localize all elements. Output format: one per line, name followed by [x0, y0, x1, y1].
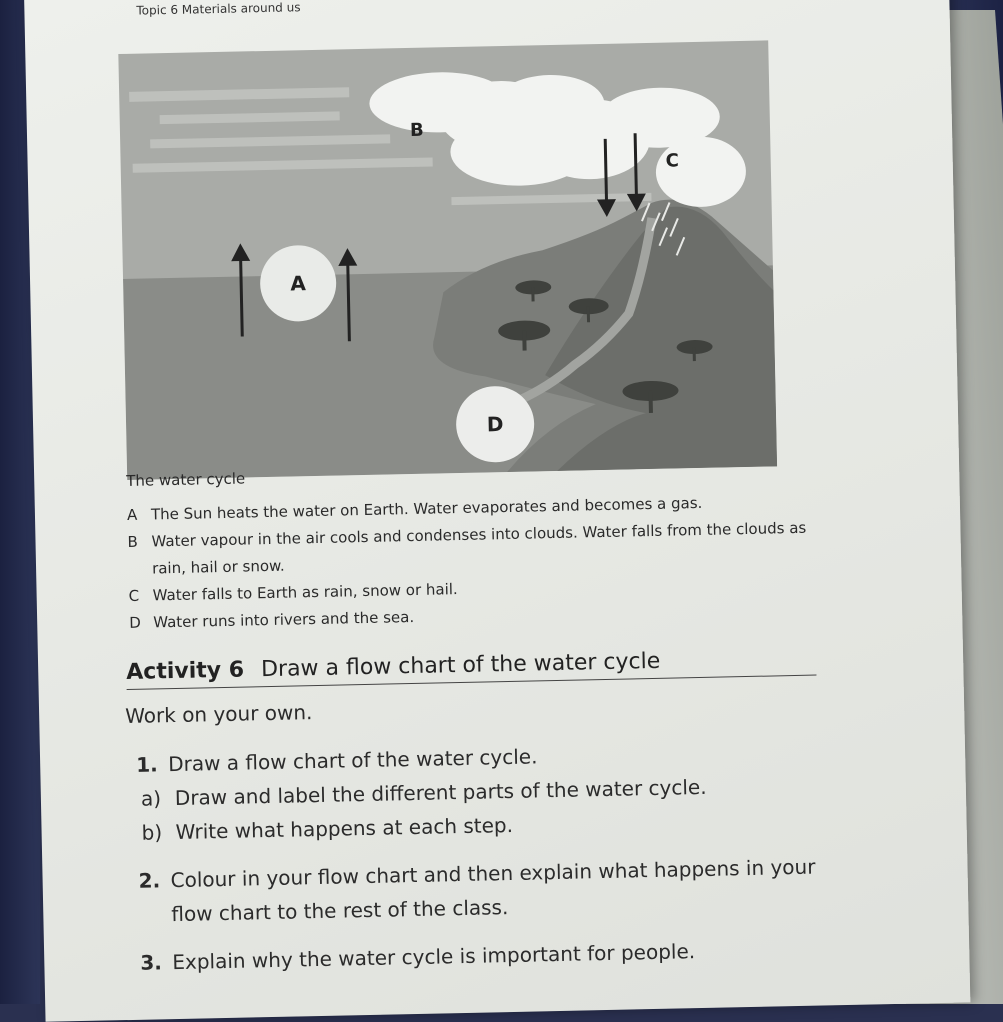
instruction-number: 2.	[138, 868, 161, 893]
callout-c: C	[665, 150, 680, 172]
subitem-letter: b)	[141, 820, 163, 845]
step-text: Water runs into rivers and the sea.	[153, 607, 415, 632]
callout-b: B	[409, 119, 424, 141]
activity-title: Draw a flow chart of the water cycle	[260, 648, 661, 683]
water-cycle-diagram	[118, 40, 777, 480]
activity-instructions	[136, 733, 861, 980]
step-letter: D	[129, 613, 141, 632]
textbook-page	[24, 0, 970, 1022]
work-mode-text: Work on your own.	[124, 700, 313, 729]
instruction-number: 3.	[140, 950, 163, 975]
subitem-letter: a)	[140, 786, 162, 811]
callout-a: A	[259, 245, 337, 323]
cycle-steps-list	[127, 488, 820, 637]
instruction-text: Explain why the water cycle is important for people.	[172, 939, 696, 975]
step-letter: C	[128, 586, 140, 605]
water-cycle-illustration	[118, 40, 777, 480]
instruction-text: Draw a flow chart of the water cycle.	[167, 744, 538, 777]
step-text: The Sun heats the water on Earth. Water evaporates and becomes a gas.	[150, 493, 703, 524]
callout-d: D	[455, 385, 535, 463]
subitem-text: Write what happens at each step.	[175, 812, 514, 845]
step-text: Water vapour in the air cools and condenses into clouds. Water falls from the clouds as rain, hail or snow.	[151, 518, 807, 578]
instruction-number: 1.	[135, 752, 158, 777]
topic-header: Topic 6 Materials around us	[136, 0, 301, 18]
step-letter: B	[127, 532, 139, 551]
instruction-text: Colour in your flow chart and then explain what happens in your flow chart to the rest of the class.	[170, 854, 816, 927]
step-text: Water falls to Earth as rain, snow or hail.	[152, 580, 458, 605]
activity-heading	[126, 646, 816, 690]
subitem-text: Draw and label the different parts of the water cycle.	[174, 774, 707, 811]
activity-label: Activity 6	[126, 657, 245, 686]
diagram-caption: The water cycle	[126, 469, 246, 490]
step-letter: A	[126, 505, 138, 524]
